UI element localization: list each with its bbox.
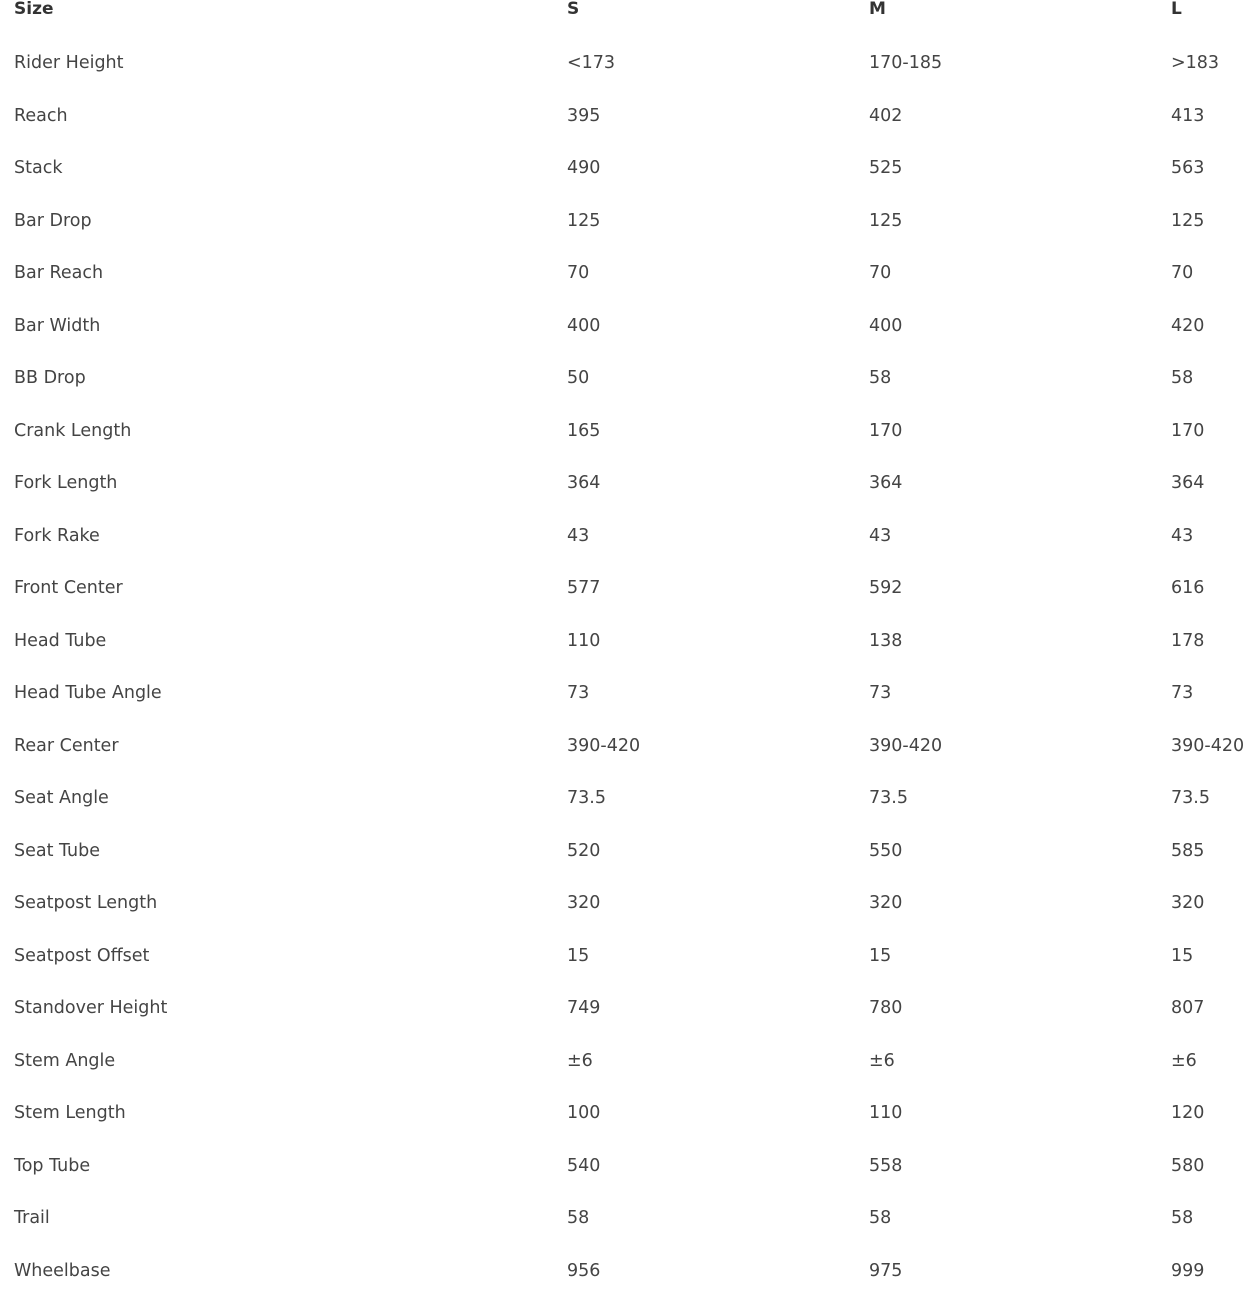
table-header <box>14 0 1247 37</box>
cell-m: 402 <box>869 90 1171 143</box>
cell-l: 73.5 <box>1171 772 1247 825</box>
table-body <box>14 37 1247 1297</box>
row-label: Crank Length <box>14 405 567 458</box>
cell-m: 975 <box>869 1245 1171 1297</box>
cell-m: 58 <box>869 1192 1171 1245</box>
cell-s: 400 <box>567 300 869 353</box>
table-row <box>14 1035 1247 1088</box>
cell-s: 390-420 <box>567 720 869 773</box>
cell-m: 525 <box>869 142 1171 195</box>
cell-s: 43 <box>567 510 869 563</box>
table-row <box>14 195 1247 248</box>
cell-m: 780 <box>869 982 1171 1035</box>
row-label: Fork Length <box>14 457 567 510</box>
table-row <box>14 405 1247 458</box>
cell-s: 125 <box>567 195 869 248</box>
row-label: Front Center <box>14 562 567 615</box>
cell-s: 100 <box>567 1087 869 1140</box>
header-size: Size <box>14 0 567 37</box>
row-label: Seat Angle <box>14 772 567 825</box>
row-label: Fork Rake <box>14 510 567 563</box>
row-label: Seatpost Length <box>14 877 567 930</box>
cell-s: 749 <box>567 982 869 1035</box>
cell-m: 15 <box>869 930 1171 983</box>
cell-l: 364 <box>1171 457 1247 510</box>
table-row <box>14 720 1247 773</box>
row-label: Rear Center <box>14 720 567 773</box>
table-row <box>14 37 1247 90</box>
cell-m: 400 <box>869 300 1171 353</box>
cell-m: 390-420 <box>869 720 1171 773</box>
cell-m: 43 <box>869 510 1171 563</box>
cell-l: 15 <box>1171 930 1247 983</box>
cell-m: 364 <box>869 457 1171 510</box>
cell-l: 320 <box>1171 877 1247 930</box>
table-row <box>14 825 1247 878</box>
row-label: Head Tube Angle <box>14 667 567 720</box>
row-label: Bar Width <box>14 300 567 353</box>
cell-s: 58 <box>567 1192 869 1245</box>
cell-m: 558 <box>869 1140 1171 1193</box>
cell-s: 320 <box>567 877 869 930</box>
table-row <box>14 142 1247 195</box>
cell-s: 165 <box>567 405 869 458</box>
cell-l: ±6 <box>1171 1035 1247 1088</box>
cell-m: ±6 <box>869 1035 1171 1088</box>
cell-l: 999 <box>1171 1245 1247 1297</box>
cell-m: 125 <box>869 195 1171 248</box>
table-row <box>14 300 1247 353</box>
cell-s: 110 <box>567 615 869 668</box>
cell-l: 43 <box>1171 510 1247 563</box>
cell-s: 15 <box>567 930 869 983</box>
cell-l: 170 <box>1171 405 1247 458</box>
cell-l: 73 <box>1171 667 1247 720</box>
row-label: Rider Height <box>14 37 567 90</box>
cell-l: 70 <box>1171 247 1247 300</box>
cell-l: 420 <box>1171 300 1247 353</box>
cell-l: 390-420 <box>1171 720 1247 773</box>
cell-s: 364 <box>567 457 869 510</box>
row-label: Stem Length <box>14 1087 567 1140</box>
table-row <box>14 877 1247 930</box>
table-row <box>14 510 1247 563</box>
cell-s: 50 <box>567 352 869 405</box>
table-row <box>14 562 1247 615</box>
row-label: Top Tube <box>14 1140 567 1193</box>
table-row <box>14 90 1247 143</box>
row-label: Head Tube <box>14 615 567 668</box>
header-l: L <box>1171 0 1247 37</box>
cell-l: 807 <box>1171 982 1247 1035</box>
row-label: BB Drop <box>14 352 567 405</box>
cell-m: 138 <box>869 615 1171 668</box>
cell-l: 125 <box>1171 195 1247 248</box>
cell-l: 58 <box>1171 352 1247 405</box>
cell-m: 170-185 <box>869 37 1171 90</box>
cell-l: 563 <box>1171 142 1247 195</box>
row-label: Stack <box>14 142 567 195</box>
row-label: Bar Reach <box>14 247 567 300</box>
table-row <box>14 352 1247 405</box>
cell-m: 592 <box>869 562 1171 615</box>
cell-s: 520 <box>567 825 869 878</box>
table-row <box>14 615 1247 668</box>
cell-s: 73.5 <box>567 772 869 825</box>
table-row <box>14 772 1247 825</box>
cell-m: 320 <box>869 877 1171 930</box>
cell-l: 585 <box>1171 825 1247 878</box>
row-label: Reach <box>14 90 567 143</box>
cell-s: ±6 <box>567 1035 869 1088</box>
table-row <box>14 1192 1247 1245</box>
cell-s: 73 <box>567 667 869 720</box>
cell-l: 616 <box>1171 562 1247 615</box>
table-row <box>14 930 1247 983</box>
table-row <box>14 247 1247 300</box>
cell-s: 490 <box>567 142 869 195</box>
cell-s: 956 <box>567 1245 869 1297</box>
cell-s: 70 <box>567 247 869 300</box>
row-label: Seatpost Offset <box>14 930 567 983</box>
header-row <box>14 0 1247 37</box>
table-row <box>14 457 1247 510</box>
cell-l: 58 <box>1171 1192 1247 1245</box>
cell-s: 577 <box>567 562 869 615</box>
cell-m: 550 <box>869 825 1171 878</box>
header-s: S <box>567 0 869 37</box>
cell-m: 73 <box>869 667 1171 720</box>
row-label: Wheelbase <box>14 1245 567 1297</box>
table-row <box>14 667 1247 720</box>
cell-s: <173 <box>567 37 869 90</box>
table-row <box>14 1087 1247 1140</box>
geometry-table <box>14 0 1247 1297</box>
cell-m: 73.5 <box>869 772 1171 825</box>
cell-l: 120 <box>1171 1087 1247 1140</box>
table-row <box>14 982 1247 1035</box>
cell-l: >183 <box>1171 37 1247 90</box>
cell-l: 178 <box>1171 615 1247 668</box>
row-label: Trail <box>14 1192 567 1245</box>
row-label: Stem Angle <box>14 1035 567 1088</box>
row-label: Standover Height <box>14 982 567 1035</box>
row-label: Seat Tube <box>14 825 567 878</box>
cell-m: 70 <box>869 247 1171 300</box>
table-row <box>14 1245 1247 1297</box>
cell-l: 413 <box>1171 90 1247 143</box>
table-row <box>14 1140 1247 1193</box>
row-label: Bar Drop <box>14 195 567 248</box>
cell-s: 540 <box>567 1140 869 1193</box>
cell-l: 580 <box>1171 1140 1247 1193</box>
header-m: M <box>869 0 1171 37</box>
cell-m: 110 <box>869 1087 1171 1140</box>
cell-m: 58 <box>869 352 1171 405</box>
cell-s: 395 <box>567 90 869 143</box>
cell-m: 170 <box>869 405 1171 458</box>
